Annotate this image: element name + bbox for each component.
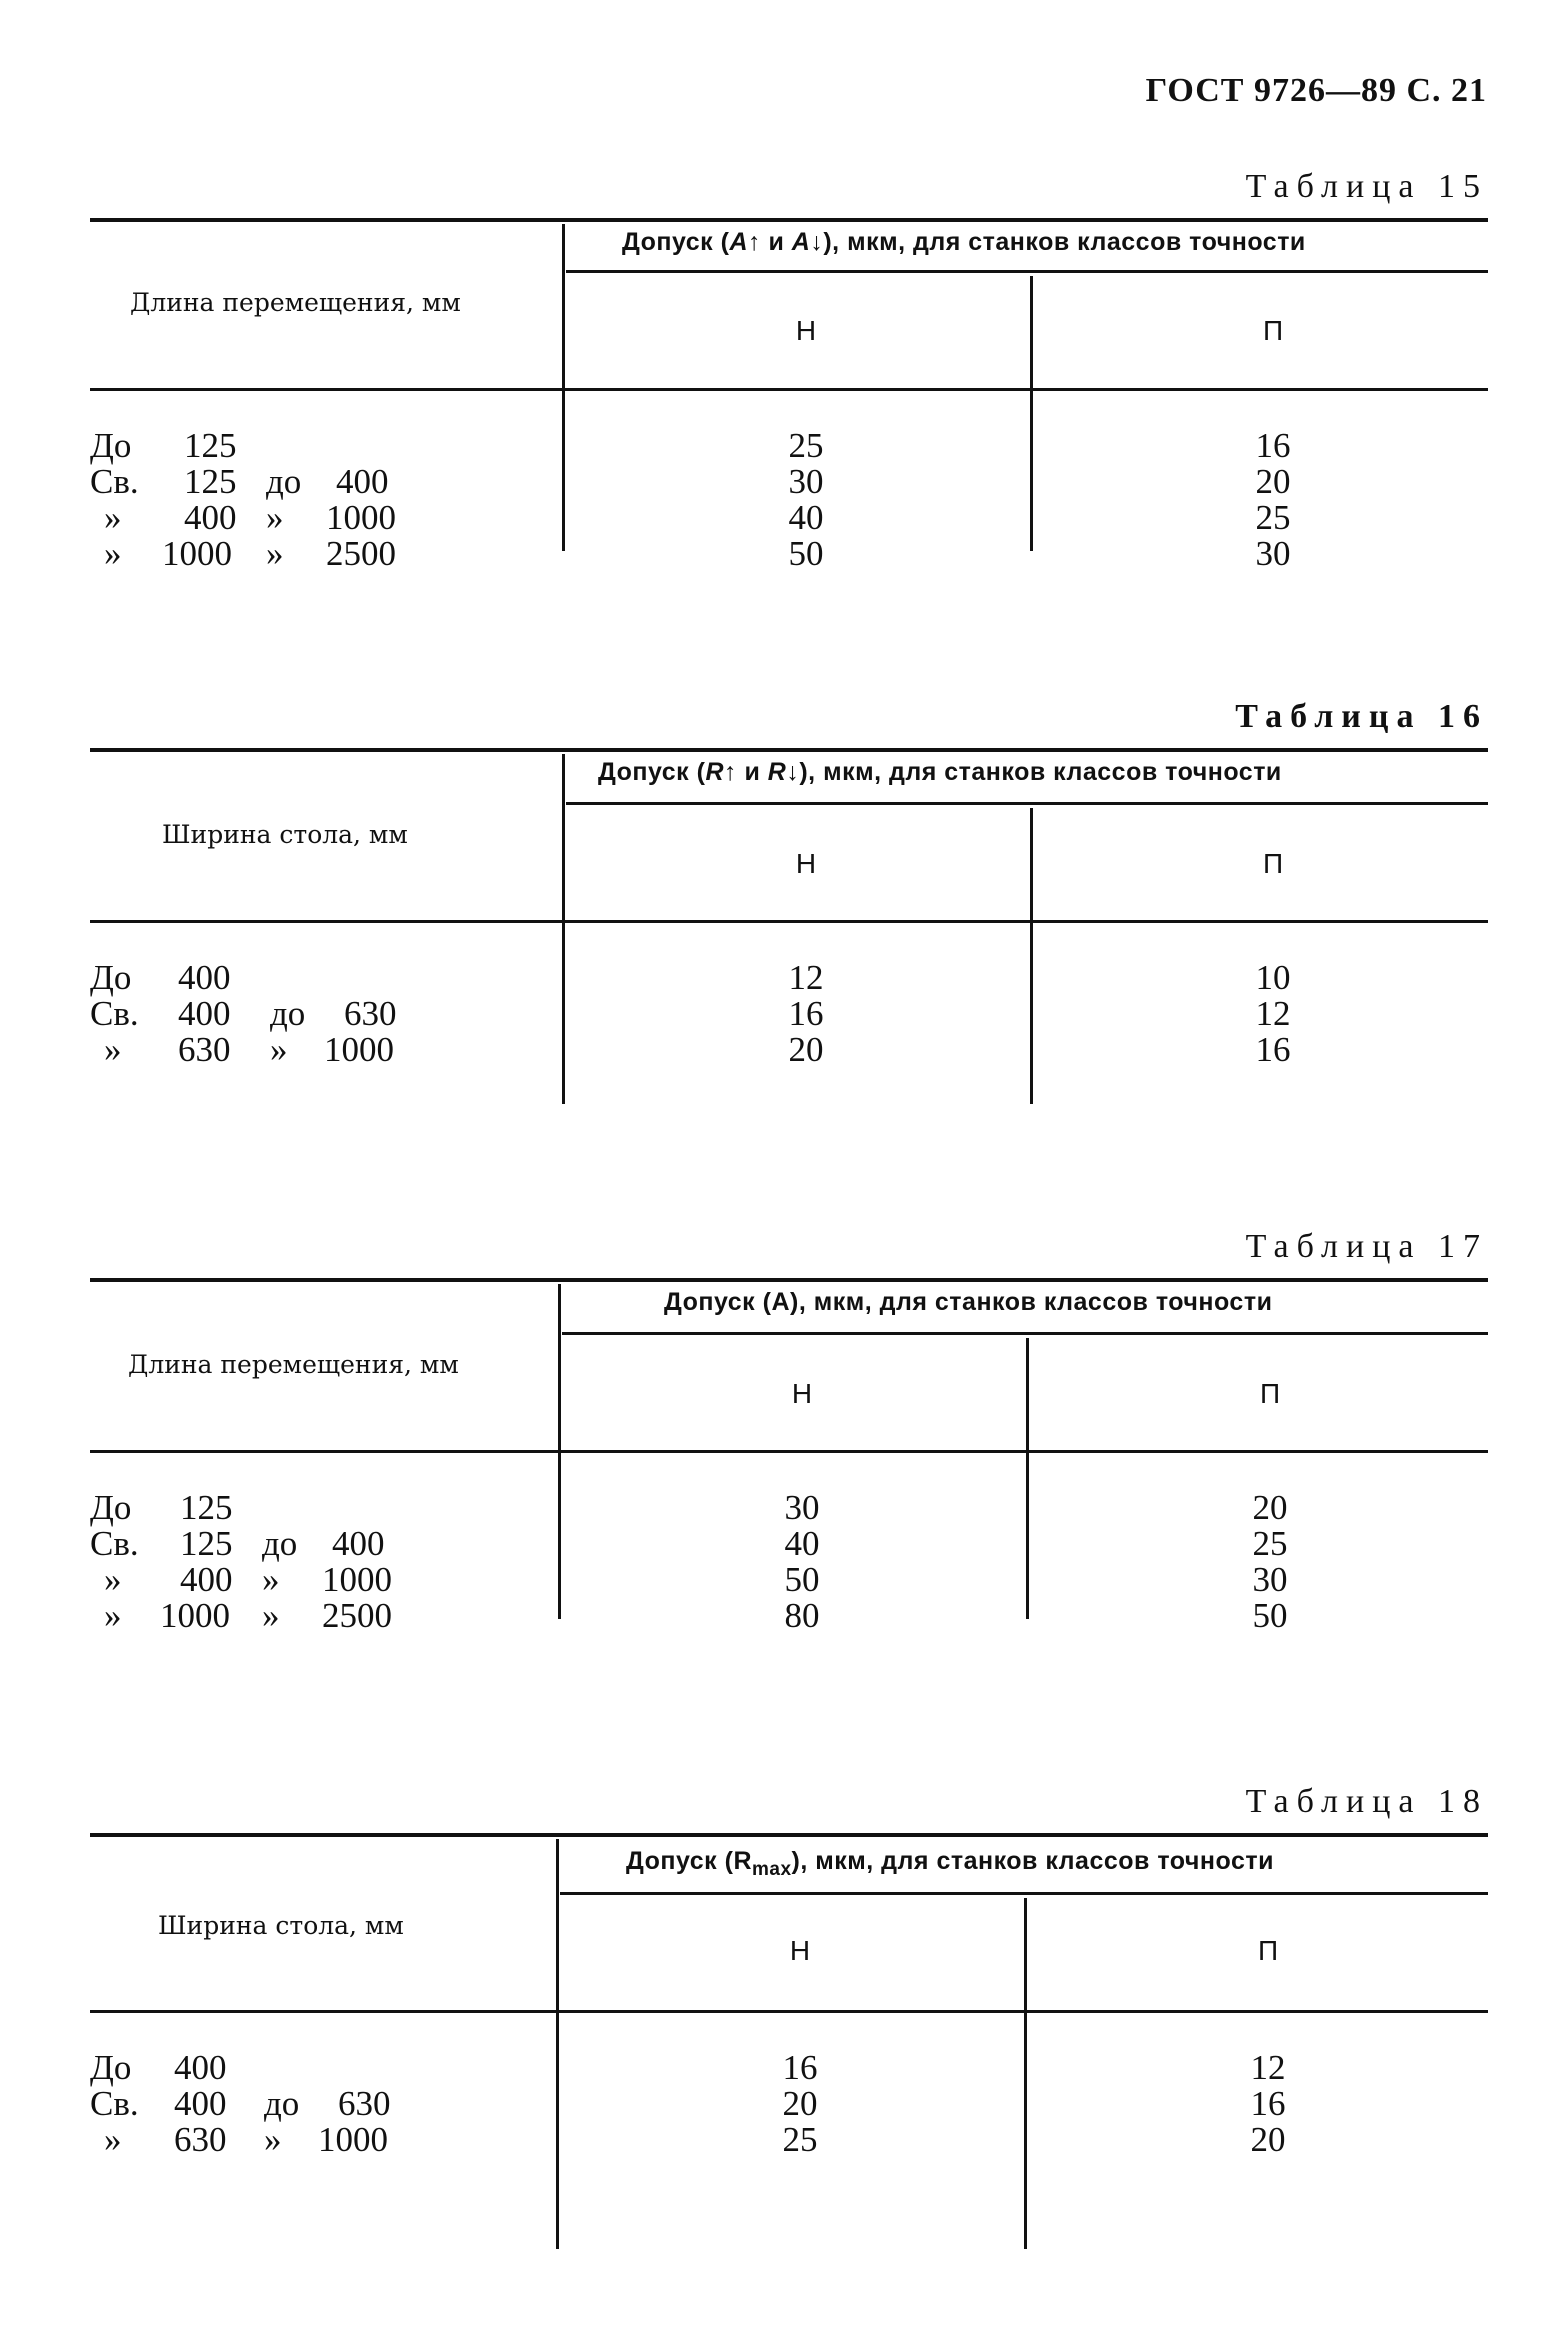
header-bottom-rule — [90, 1450, 1488, 1453]
width-header: Ширина стола, мм — [162, 820, 408, 849]
table-caption: Таблица 16 — [1235, 698, 1488, 735]
column-divider — [1030, 808, 1033, 1104]
table-top-rule — [90, 1833, 1488, 1837]
column-divider — [1024, 1898, 1027, 2249]
page-header: ГОСТ 9726—89 С. 21 — [1145, 72, 1487, 109]
table-caption: Таблица 15 — [1245, 168, 1488, 205]
class-h-header: Н — [789, 1935, 811, 1966]
class-p-header: П — [1262, 848, 1284, 879]
tolerance-header: Допуск (A), мкм, для станков классов точности — [664, 1288, 1273, 1316]
table-top-rule — [90, 748, 1488, 752]
table-caption: Таблица 18 — [1245, 1783, 1488, 1820]
column-divider — [556, 1839, 559, 2249]
table-17: Таблица 17 Допуск (A), мкм, для станков классов точности Длина перемещения, мм Н П До 125 30 20 Св. 125 до 400 40 25 » 400 » 1000 50 30 » 1000 » 2500 80 50 — [90, 1228, 1488, 1635]
class-p-header: П — [1259, 1378, 1281, 1409]
header-bottom-rule — [90, 2010, 1488, 2013]
header-bottom-rule — [90, 920, 1488, 923]
header-subrule — [566, 270, 1488, 273]
class-p-header: П — [1257, 1935, 1279, 1966]
class-h-header: Н — [791, 1378, 813, 1409]
class-h-header: Н — [795, 315, 817, 346]
table-16: Таблица 16 Допуск (R↑ и R↓), мкм, для станков классов точности Ширина стола, мм Н П До 400 12 10 Св. 400 до 630 16 12 » 630 » 1000 20 16 — [90, 690, 1488, 1145]
table-18: Таблица 18 Допуск $(R_{max})$, мкм, для станков классов точности Ширина стола, мм Н П До 400 16 12 Св. 400 до 630 20 16 » 630 » 1000 25 20 — [90, 1775, 1488, 2245]
table-top-rule — [90, 218, 1488, 222]
header-bottom-rule — [90, 388, 1488, 391]
class-p-header: П — [1262, 315, 1284, 346]
table-caption: Таблица 17 — [1245, 1228, 1488, 1265]
table-15: Таблица 15 Допуск (A↑ и A↓), мкм, для станков классов точности Длина перемещения, мм Н П До 125 25 16 Св. 125 до 400 30 20 » 400 » 1000 40 25 » 1000 » 2500 50 30 — [90, 168, 1488, 573]
column-divider — [1026, 1338, 1029, 1619]
tolerance-header: Допуск (A↑ и A↓), мкм, для станков классов точности — [622, 228, 1306, 256]
width-header: Ширина стола, мм — [158, 1911, 404, 1940]
table-top-rule — [90, 1278, 1488, 1282]
class-h-header: Н — [795, 848, 817, 879]
header-subrule — [566, 802, 1488, 805]
length-header: Длина перемещения, мм — [130, 288, 461, 317]
tolerance-header: Допуск $(R_{max})$, мкм, для станков классов точности — [626, 1847, 1274, 1880]
column-divider — [562, 754, 565, 1104]
tolerance-header: Допуск (R↑ и R↓), мкм, для станков классов точности — [598, 758, 1282, 786]
length-header: Длина перемещения, мм — [128, 1350, 459, 1379]
header-subrule — [560, 1892, 1488, 1895]
header-subrule — [562, 1332, 1488, 1335]
column-divider — [1030, 276, 1033, 551]
